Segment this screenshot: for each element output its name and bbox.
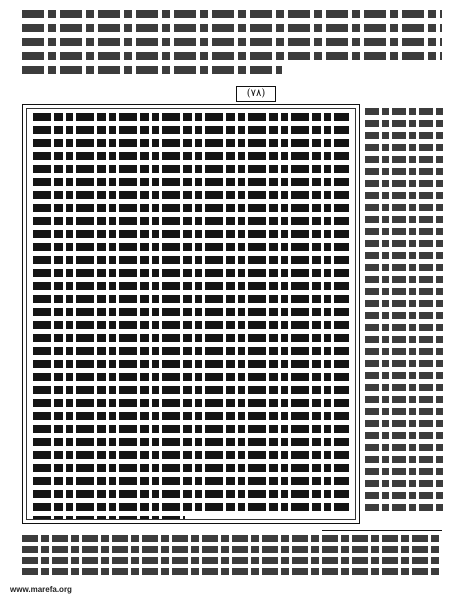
margin-line [365, 468, 445, 475]
margin-line [365, 336, 445, 343]
footnotes [22, 530, 442, 578]
margin-line [365, 156, 445, 163]
margin-line [365, 192, 445, 199]
margin-line [365, 144, 445, 151]
margin-line [365, 168, 445, 175]
footnote-line [22, 535, 442, 542]
margin-line [365, 252, 445, 259]
top-gloss-line [22, 52, 442, 60]
body-line [33, 113, 349, 121]
top-gloss [22, 10, 442, 80]
margin-line [365, 228, 445, 235]
body-line [33, 334, 349, 342]
margin-line [365, 504, 445, 511]
margin-line [365, 408, 445, 415]
margin-line [365, 216, 445, 223]
body-line [33, 256, 349, 264]
page-number: (٧٨) [236, 86, 276, 102]
footnote-line [22, 546, 442, 553]
body-line [33, 139, 349, 147]
margin-line [365, 204, 445, 211]
body-line [33, 295, 349, 303]
body-line [33, 360, 349, 368]
main-text-block [26, 108, 356, 520]
margin-line [365, 120, 445, 127]
margin-line [365, 420, 445, 427]
top-gloss-line [22, 10, 442, 18]
footnote-line [22, 568, 442, 575]
body-line [33, 191, 349, 199]
body-line [33, 490, 349, 498]
body-line [33, 516, 185, 520]
top-gloss-line [22, 38, 442, 46]
footnote-rule [322, 530, 442, 531]
margin-line [365, 132, 445, 139]
body-line [33, 425, 349, 433]
margin-line [365, 108, 445, 115]
margin-line [365, 264, 445, 271]
body-line [33, 412, 349, 420]
margin-line [365, 240, 445, 247]
footnote-line [22, 557, 442, 564]
margin-line [365, 456, 445, 463]
body-line [33, 464, 349, 472]
margin-line [365, 444, 445, 451]
body-line [33, 230, 349, 238]
body-line [33, 321, 349, 329]
margin-line [365, 312, 445, 319]
body-line [33, 451, 349, 459]
main-text-frame [22, 104, 360, 524]
margin-line [365, 480, 445, 487]
body-line [33, 438, 349, 446]
margin-line [365, 360, 445, 367]
body-line [33, 165, 349, 173]
top-gloss-line [22, 24, 442, 32]
body-line [33, 243, 349, 251]
body-line [33, 204, 349, 212]
margin-commentary [365, 108, 445, 528]
top-gloss-line [22, 66, 282, 74]
body-line [33, 347, 349, 355]
body-line [33, 178, 349, 186]
margin-line [365, 324, 445, 331]
body-line [33, 126, 349, 134]
body-line [33, 269, 349, 277]
body-line [33, 373, 349, 381]
margin-line [365, 288, 445, 295]
margin-line [365, 492, 445, 499]
body-line [33, 308, 349, 316]
body-line [33, 386, 349, 394]
body-line [33, 503, 349, 511]
margin-line [365, 276, 445, 283]
body-line [33, 217, 349, 225]
body-line [33, 152, 349, 160]
margin-line [365, 372, 445, 379]
body-line [33, 399, 349, 407]
margin-line [365, 396, 445, 403]
margin-line [365, 432, 445, 439]
footer-url: www.marefa.org [10, 585, 72, 594]
body-line [33, 282, 349, 290]
margin-line [365, 384, 445, 391]
margin-line [365, 300, 445, 307]
margin-line [365, 348, 445, 355]
margin-line [365, 180, 445, 187]
body-line [33, 477, 349, 485]
